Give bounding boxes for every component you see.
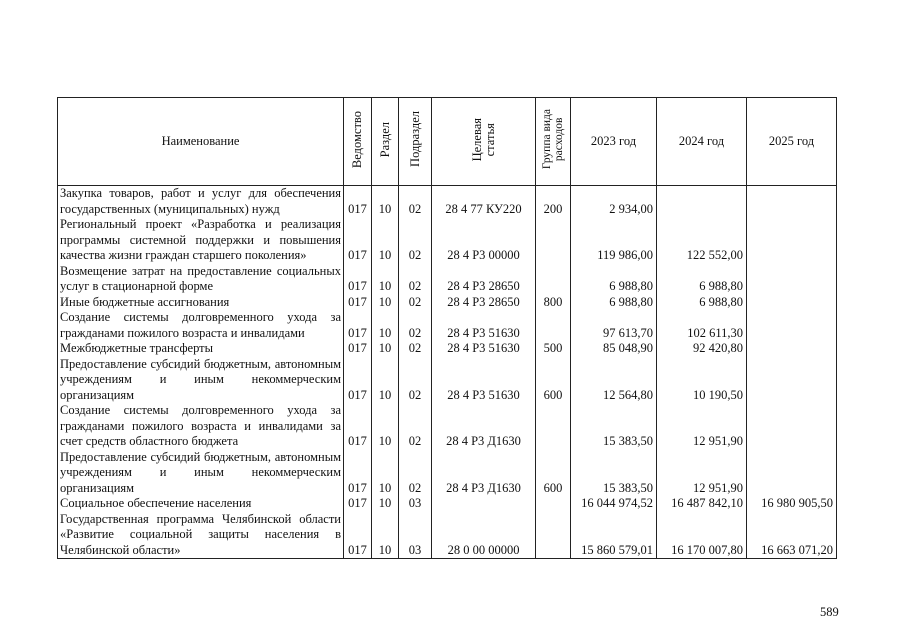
- cell-celevaya-statya: 28 4 Р3 28650: [432, 264, 536, 295]
- cell-razdel: 10: [372, 450, 399, 497]
- cell-podrazdel: 02: [399, 217, 432, 264]
- header-name: Наименование: [58, 98, 344, 186]
- cell-2025: [747, 217, 837, 264]
- cell-2024: 12 951,90: [657, 450, 747, 497]
- cell-podrazdel: 02: [399, 357, 432, 404]
- cell-vedomstvo: 017: [344, 295, 372, 311]
- cell-name: Государственная программа Челябинской области «Развитие социальной защиты населения в Челябинской области»: [58, 512, 344, 559]
- cell-razdel: 10: [372, 310, 399, 341]
- cell-vedomstvo: 017: [344, 264, 372, 295]
- header-celevaya-statya: Целевая статья: [432, 98, 536, 186]
- cell-2023: 97 613,70: [571, 310, 657, 341]
- cell-2023: 15 860 579,01: [571, 512, 657, 559]
- header-2025: 2025 год: [747, 98, 837, 186]
- cell-celevaya-statya: 28 4 Р3 51630: [432, 310, 536, 341]
- header-2024: 2024 год: [657, 98, 747, 186]
- cell-podrazdel: 02: [399, 450, 432, 497]
- cell-razdel: 10: [372, 186, 399, 218]
- cell-2025: [747, 450, 837, 497]
- cell-vedomstvo: 017: [344, 310, 372, 341]
- cell-razdel: 10: [372, 512, 399, 559]
- table-row: [58, 357, 837, 404]
- cell-gruppa-vida: 500: [536, 341, 571, 357]
- cell-gruppa-vida: [536, 512, 571, 559]
- cell-razdel: 10: [372, 357, 399, 404]
- cell-celevaya-statya: 28 4 Р3 Д1630: [432, 403, 536, 450]
- table-row: [58, 403, 837, 450]
- cell-2023: 2 934,00: [571, 186, 657, 218]
- cell-2024: 16 487 842,10: [657, 496, 747, 512]
- cell-razdel: 10: [372, 264, 399, 295]
- cell-podrazdel: 02: [399, 310, 432, 341]
- cell-gruppa-vida: [536, 403, 571, 450]
- cell-2024: 6 988,80: [657, 295, 747, 311]
- cell-podrazdel: 02: [399, 264, 432, 295]
- cell-2023: 6 988,80: [571, 295, 657, 311]
- cell-podrazdel: 03: [399, 496, 432, 512]
- cell-2024: 6 988,80: [657, 264, 747, 295]
- cell-2024: 102 611,30: [657, 310, 747, 341]
- cell-gruppa-vida: 600: [536, 357, 571, 404]
- cell-vedomstvo: 017: [344, 512, 372, 559]
- cell-2023: 85 048,90: [571, 341, 657, 357]
- cell-2025: [747, 310, 837, 341]
- cell-vedomstvo: 017: [344, 217, 372, 264]
- header-2023: 2023 год: [571, 98, 657, 186]
- cell-2024: 12 951,90: [657, 403, 747, 450]
- page-number: 589: [820, 605, 839, 619]
- cell-name: Межбюджетные трансферты: [58, 341, 344, 357]
- header-razdel: Раздел: [372, 98, 399, 186]
- cell-celevaya-statya: [432, 496, 536, 512]
- table-row: [58, 264, 837, 295]
- cell-razdel: 10: [372, 341, 399, 357]
- cell-celevaya-statya: 28 4 Р3 51630: [432, 357, 536, 404]
- cell-celevaya-statya: 28 4 Р3 51630: [432, 341, 536, 357]
- cell-2024: 122 552,00: [657, 217, 747, 264]
- cell-podrazdel: 02: [399, 403, 432, 450]
- table-row: [58, 512, 837, 559]
- cell-name: Социальное обеспечение населения: [58, 496, 344, 512]
- cell-2025: [747, 357, 837, 404]
- cell-2023: 12 564,80: [571, 357, 657, 404]
- cell-gruppa-vida: 800: [536, 295, 571, 311]
- cell-razdel: 10: [372, 295, 399, 311]
- table-row: [58, 341, 837, 357]
- cell-podrazdel: 02: [399, 295, 432, 311]
- cell-name: Создание системы долговременного ухода за гражданами пожилого возраста и инвалидами: [58, 310, 344, 341]
- cell-2023: 16 044 974,52: [571, 496, 657, 512]
- table-row: [58, 186, 837, 218]
- cell-vedomstvo: 017: [344, 450, 372, 497]
- cell-celevaya-statya: 28 0 00 00000: [432, 512, 536, 559]
- cell-vedomstvo: 017: [344, 403, 372, 450]
- header-gruppa-vida-rashodov: Группа вида расходов: [536, 98, 571, 186]
- cell-name: Закупка товаров, работ и услуг для обеспечения государственных (муниципальных) нужд: [58, 186, 344, 218]
- cell-name: Создание системы долговременного ухода за гражданами пожилого возраста и инвалидами за счет средств областного бюджета: [58, 403, 344, 450]
- cell-2024: 10 190,50: [657, 357, 747, 404]
- cell-podrazdel: 02: [399, 341, 432, 357]
- table-row: [58, 496, 837, 512]
- header-podrazdel: Подраздел: [399, 98, 432, 186]
- cell-name: Возмещение затрат на предоставление социальных услуг в стационарной форме: [58, 264, 344, 295]
- cell-2023: 119 986,00: [571, 217, 657, 264]
- cell-2024: 92 420,80: [657, 341, 747, 357]
- cell-2023: 15 383,50: [571, 403, 657, 450]
- cell-name: Предоставление субсидий бюджетным, автономным учреждениям и иным некоммерческим организациям: [58, 357, 344, 404]
- cell-celevaya-statya: 28 4 77 КУ220: [432, 186, 536, 218]
- cell-celevaya-statya: 28 4 Р3 00000: [432, 217, 536, 264]
- cell-vedomstvo: 017: [344, 341, 372, 357]
- table-row: [58, 217, 837, 264]
- cell-2024: 16 170 007,80: [657, 512, 747, 559]
- cell-name: Предоставление субсидий бюджетным, автономным учреждениям и иным некоммерческим организациям: [58, 450, 344, 497]
- cell-2025: [747, 403, 837, 450]
- cell-gruppa-vida: 600: [536, 450, 571, 497]
- cell-2024: [657, 186, 747, 218]
- cell-gruppa-vida: [536, 264, 571, 295]
- table-row: [58, 295, 837, 311]
- cell-2023: 15 383,50: [571, 450, 657, 497]
- cell-2025: 16 980 905,50: [747, 496, 837, 512]
- cell-name: Иные бюджетные ассигнования: [58, 295, 344, 311]
- cell-celevaya-statya: 28 4 Р3 Д1630: [432, 450, 536, 497]
- cell-podrazdel: 03: [399, 512, 432, 559]
- header-vedomstvo: Ведомство: [344, 98, 372, 186]
- cell-2025: [747, 186, 837, 218]
- budget-table: [57, 97, 837, 559]
- cell-vedomstvo: 017: [344, 357, 372, 404]
- cell-gruppa-vida: [536, 217, 571, 264]
- cell-2025: [747, 264, 837, 295]
- cell-celevaya-statya: 28 4 Р3 28650: [432, 295, 536, 311]
- cell-gruppa-vida: [536, 496, 571, 512]
- cell-vedomstvo: 017: [344, 186, 372, 218]
- table-row: [58, 310, 837, 341]
- cell-razdel: 10: [372, 403, 399, 450]
- cell-2023: 6 988,80: [571, 264, 657, 295]
- cell-razdel: 10: [372, 217, 399, 264]
- table-row: [58, 450, 837, 497]
- cell-2025: [747, 295, 837, 311]
- cell-razdel: 10: [372, 496, 399, 512]
- table-header-row: [58, 98, 837, 186]
- cell-2025: [747, 341, 837, 357]
- cell-podrazdel: 02: [399, 186, 432, 218]
- cell-vedomstvo: 017: [344, 496, 372, 512]
- cell-gruppa-vida: 200: [536, 186, 571, 218]
- cell-name: Региональный проект «Разработка и реализация программы системной поддержки и повышения качества жизни граждан старшего поколения»: [58, 217, 344, 264]
- cell-gruppa-vida: [536, 310, 571, 341]
- cell-2025: 16 663 071,20: [747, 512, 837, 559]
